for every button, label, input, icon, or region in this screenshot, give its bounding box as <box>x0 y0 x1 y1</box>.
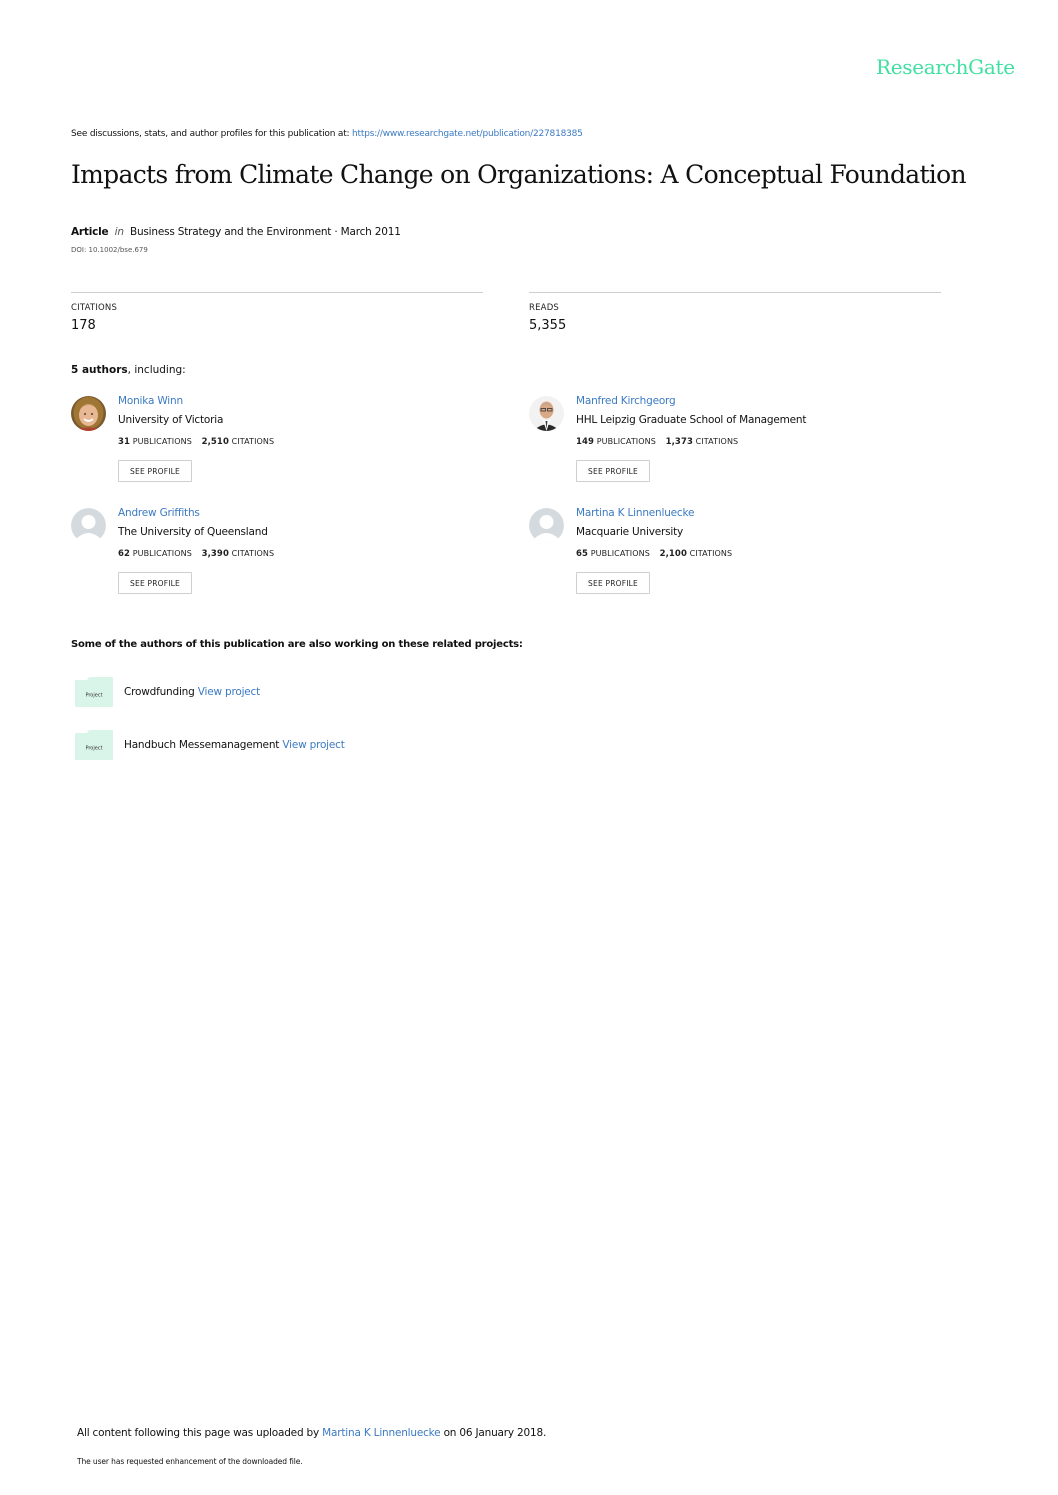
publications-count: 31 <box>118 437 131 447</box>
project-item <box>124 739 345 751</box>
photo-man-icon <box>529 396 564 431</box>
author-institution: Macquarie University <box>576 526 684 538</box>
citations-label: CITATIONS <box>231 549 275 558</box>
researchgate-logo[interactable]: ResearchGate <box>876 55 1015 79</box>
author-stats <box>118 549 274 559</box>
journal-date: Business Strategy and the Environment · March 2011 <box>129 226 401 238</box>
reads-value: 5,355 <box>529 318 567 333</box>
reads-divider <box>529 292 941 293</box>
publications-label: PUBLICATIONS <box>590 549 650 558</box>
citations-label: CITATIONS <box>231 437 275 446</box>
related-projects-heading: Some of the authors of this publication are also working on these related projects: <box>71 639 523 650</box>
project-folder-icon <box>75 677 113 707</box>
author-avatar-manfred-kirchgeorg[interactable] <box>529 396 564 431</box>
author-avatar-andrew-griffiths[interactable] <box>71 508 106 543</box>
uploader-link[interactable]: Martina K Linnenluecke <box>322 1427 441 1439</box>
author-stats <box>118 437 274 447</box>
citations-label: CITATIONS <box>71 303 118 313</box>
publications-label: PUBLICATIONS <box>132 549 192 558</box>
upload-note <box>77 1427 546 1439</box>
upload-suffix: on 06 January 2018. <box>443 1427 547 1439</box>
publications-count: 62 <box>118 549 131 559</box>
view-project-link[interactable]: View project <box>282 739 345 751</box>
project-name: Handbuch Messemanagement <box>124 739 280 751</box>
citations-divider <box>71 292 483 293</box>
author-institution: The University of Queensland <box>118 526 268 538</box>
author-name-link[interactable]: Andrew Griffiths <box>118 507 200 519</box>
citations-count: 2,510 <box>201 437 229 447</box>
see-discussions-text: See discussions, stats, and author profiles for this publication at: <box>71 129 350 139</box>
authors-heading-suffix: , including: <box>127 364 186 376</box>
see-discussions-line <box>71 129 583 139</box>
user-placeholder-icon <box>529 508 564 543</box>
publication-title: Impacts from Climate Change on Organizations: A Conceptual Foundation <box>71 160 966 189</box>
citations-count: 2,100 <box>659 549 687 559</box>
author-avatar-martina-linnenluecke[interactable] <box>529 508 564 543</box>
author-institution: University of Victoria <box>118 414 224 426</box>
publications-count: 149 <box>576 437 595 447</box>
citations-count: 1,373 <box>665 437 693 447</box>
reads-label: READS <box>529 303 560 313</box>
author-avatar-monika-winn[interactable] <box>71 396 106 431</box>
project-icon-label: Project <box>85 692 103 699</box>
see-profile-button[interactable]: SEE PROFILE <box>576 460 650 482</box>
author-institution: HHL Leipzig Graduate School of Management <box>576 414 807 426</box>
project-item <box>124 686 260 698</box>
publications-count: 65 <box>576 549 589 559</box>
publication-type: Article <box>71 226 109 238</box>
author-name-link[interactable]: Manfred Kirchgeorg <box>576 395 676 407</box>
photo-woman-icon <box>71 396 106 431</box>
publication-url-link[interactable]: https://www.researchgate.net/publication/227818385 <box>352 129 583 139</box>
enhancement-note: The user has requested enhancement of the downloaded file. <box>77 1457 303 1466</box>
publication-doi: DOI: 10.1002/bse.679 <box>71 246 148 254</box>
project-folder-icon <box>75 730 113 760</box>
citations-label: CITATIONS <box>695 437 739 446</box>
publication-meta <box>71 226 401 238</box>
author-name-link[interactable]: Martina K Linnenluecke <box>576 507 695 519</box>
project-name: Crowdfunding <box>124 686 195 698</box>
view-project-link[interactable]: View project <box>197 686 261 698</box>
citations-count: 3,390 <box>201 549 229 559</box>
authors-heading <box>71 364 186 376</box>
user-placeholder-icon <box>71 508 106 543</box>
publications-label: PUBLICATIONS <box>132 437 192 446</box>
publications-label: PUBLICATIONS <box>596 437 656 446</box>
upload-prefix: All content following this page was uploaded by <box>77 1427 320 1439</box>
author-stats <box>576 549 732 559</box>
citations-value: 178 <box>71 318 96 333</box>
see-profile-button[interactable]: SEE PROFILE <box>118 572 192 594</box>
author-name-link[interactable]: Monika Winn <box>118 395 183 407</box>
see-profile-button[interactable]: SEE PROFILE <box>118 460 192 482</box>
authors-count: 5 authors <box>71 364 128 376</box>
project-icon-label: Project <box>85 745 103 752</box>
citations-label: CITATIONS <box>689 549 733 558</box>
in-label: in <box>114 226 124 238</box>
author-stats <box>576 437 738 447</box>
see-profile-button[interactable]: SEE PROFILE <box>576 572 650 594</box>
